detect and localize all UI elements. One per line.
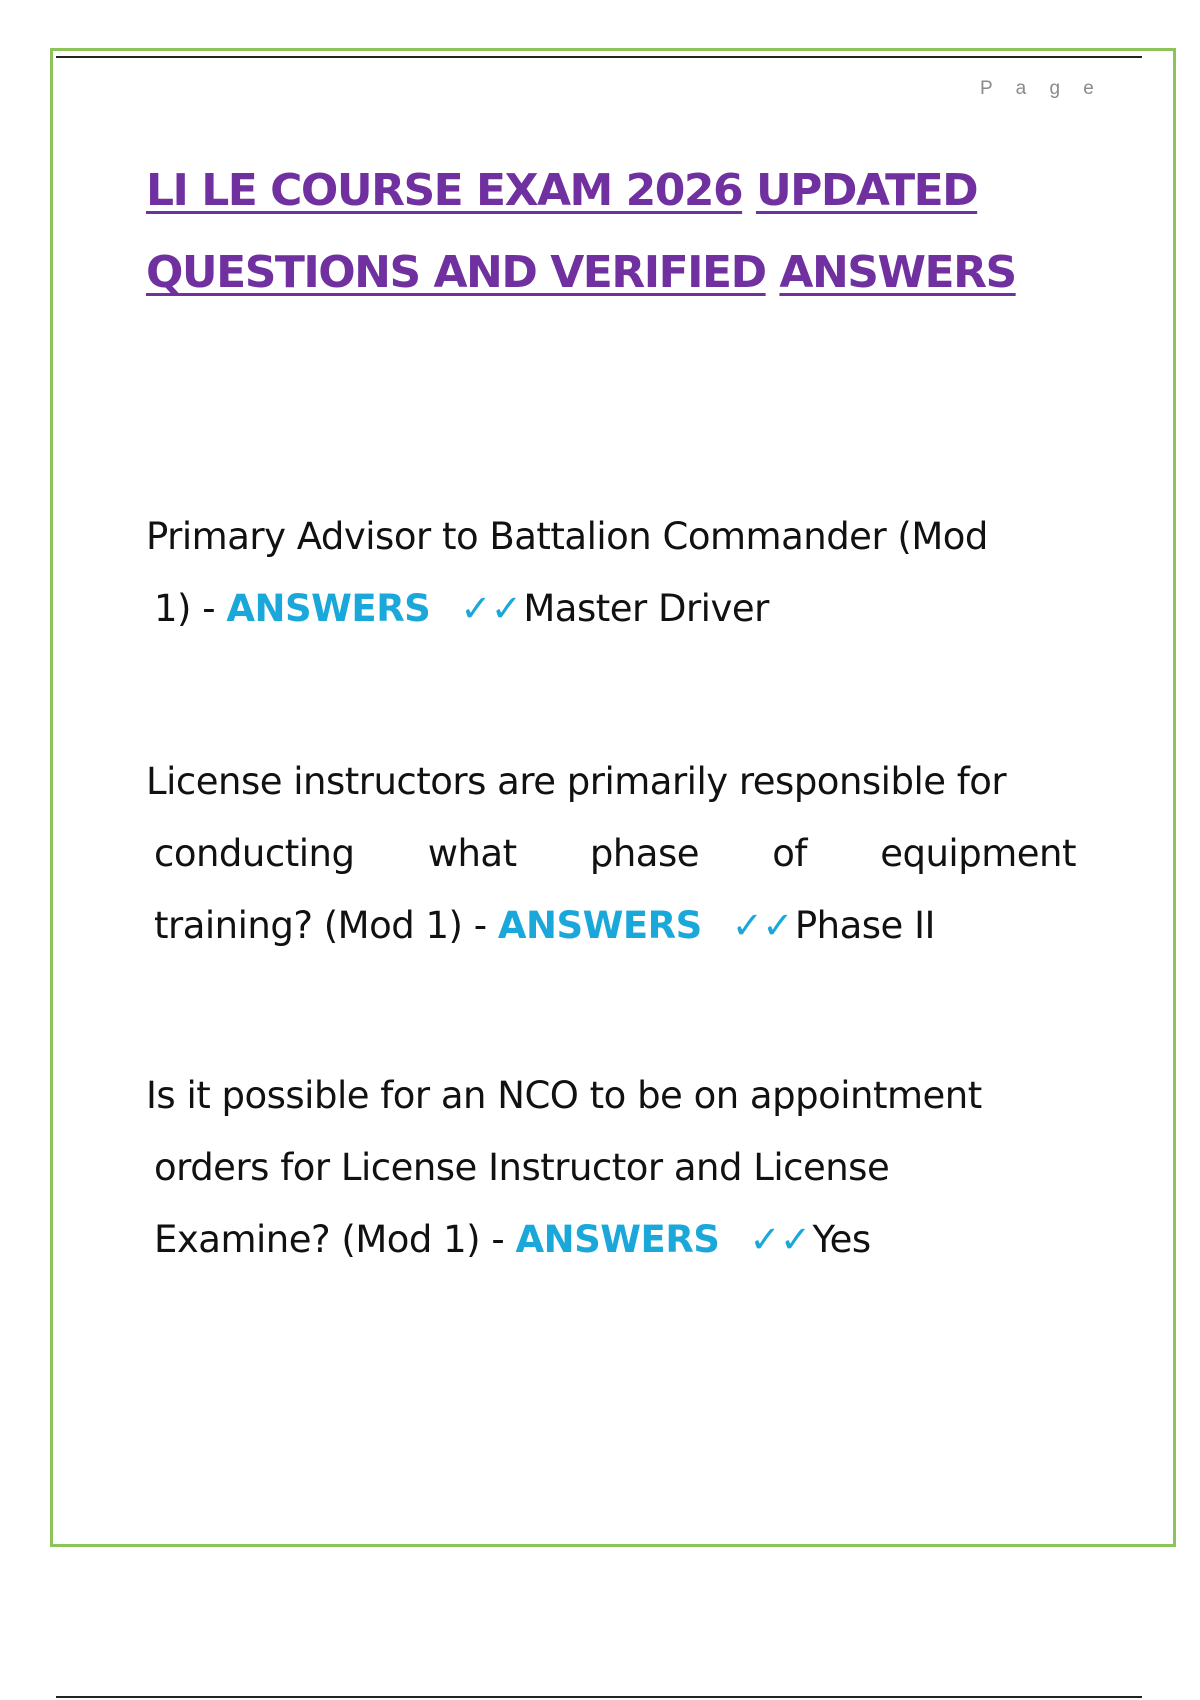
qa-item-1 bbox=[146, 501, 1076, 645]
answers-label: ANSWERS bbox=[497, 904, 702, 947]
answer-1: Master Driver bbox=[523, 587, 769, 630]
question-2-word: equipment bbox=[880, 832, 1076, 875]
title-line2-part1: QUESTIONS AND VERIFIED bbox=[146, 247, 766, 298]
qa-item-3 bbox=[146, 1060, 1076, 1276]
question-3-line2 bbox=[146, 1132, 1076, 1204]
question-3-line3-text: Examine? (Mod 1) - bbox=[154, 1218, 505, 1261]
question-2-line3-text: training? (Mod 1) - bbox=[154, 904, 487, 947]
page-label: P a g e bbox=[980, 78, 1103, 99]
check-mark-icon: ✓✓ bbox=[749, 1218, 811, 1261]
header-rule bbox=[56, 56, 1142, 58]
title-line2-part2: ANSWERS bbox=[779, 247, 1016, 298]
question-2-word: what bbox=[427, 832, 517, 875]
question-1-line1: Primary Advisor to Battalion Commander (Mod bbox=[146, 515, 988, 558]
question-2-line3 bbox=[146, 890, 1076, 962]
question-2-line2 bbox=[146, 818, 1076, 890]
question-1-line2-text: 1) - bbox=[154, 587, 216, 630]
title-line1-part1: LI LE COURSE EXAM 2026 bbox=[146, 165, 743, 216]
check-mark-icon: ✓✓ bbox=[731, 904, 793, 947]
question-3-line1: Is it possible for an NCO to be on appointment bbox=[146, 1074, 982, 1117]
document-title bbox=[146, 150, 1066, 314]
question-2-line1: License instructors are primarily responsible for bbox=[146, 760, 1007, 803]
answer-3: Yes bbox=[812, 1218, 871, 1261]
question-1-line2 bbox=[146, 573, 1076, 645]
title-line1-part2: UPDATED bbox=[755, 165, 978, 216]
answer-2: Phase II bbox=[794, 904, 935, 947]
question-2-word: phase bbox=[589, 832, 700, 875]
question-3-line2-text: orders for License Instructor and License bbox=[154, 1146, 890, 1189]
qa-item-2 bbox=[146, 746, 1076, 962]
question-2-word: conducting bbox=[154, 832, 355, 875]
footer-rule bbox=[56, 1696, 1142, 1698]
answers-label: ANSWERS bbox=[515, 1218, 720, 1261]
question-2-word: of bbox=[772, 832, 807, 875]
question-3-line3 bbox=[146, 1204, 1076, 1276]
check-mark-icon: ✓✓ bbox=[460, 587, 522, 630]
answers-label: ANSWERS bbox=[226, 587, 431, 630]
